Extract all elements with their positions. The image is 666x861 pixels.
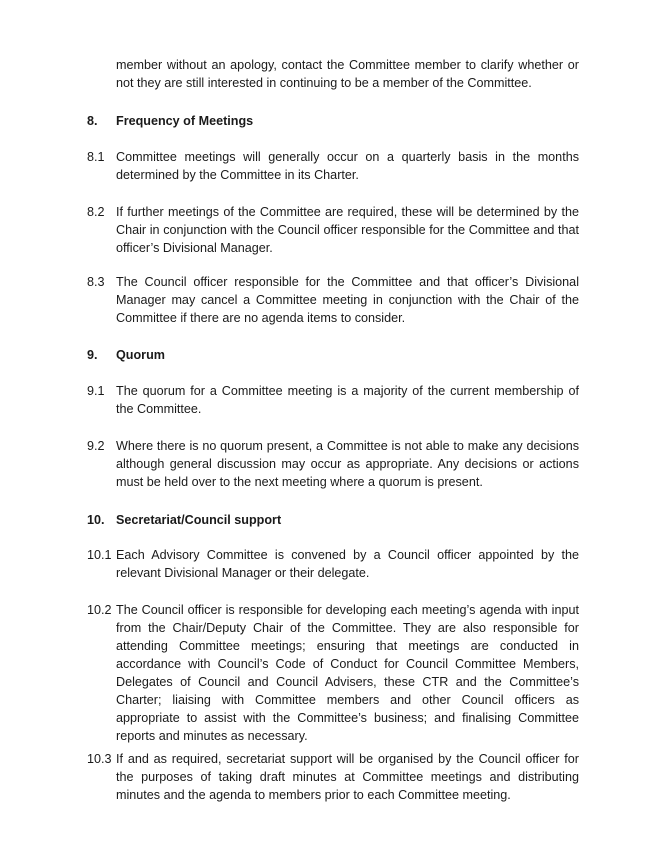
clause-text: The Council officer is responsible for developing each meeting’s agenda with input from the Chair/Deputy Chair of the Committee. They are also responsible for attending Committee meetings; ensuring that meetings are conducted in accordance with Council’s Code of Conduct for Council Committee Members, Delegates of Council and Council Advisers, these CTR and the Committee’s Charter; liaising with Committee members and other Council officers as appropriate to assist with the Committee’s business; and finalising Committee reports and minutes as necessary.	[116, 603, 579, 743]
section-title: Quorum	[116, 348, 165, 362]
clause-text: Committee meetings will generally occur on a quarterly basis in the months determined by the Committee in its Charter.	[116, 150, 579, 182]
clause-number: 10.3	[87, 752, 112, 766]
clause-number: 10.2	[87, 603, 112, 617]
clause-10-2	[87, 601, 579, 745]
clause-8-1	[87, 148, 579, 184]
clause-9-2	[87, 437, 579, 491]
section-heading-10	[87, 511, 281, 529]
clause-8-2	[87, 203, 579, 257]
clause-number: 10.1	[87, 548, 112, 562]
clause-10-1	[87, 546, 579, 582]
section-heading-9	[87, 346, 165, 364]
section-heading-8	[87, 112, 253, 130]
clause-number: 8.2	[87, 205, 105, 219]
clause-number: 9.2	[87, 439, 105, 453]
clause-text: If further meetings of the Committee are required, these will be determined by the Chair in conjunction with the Council officer responsible for the Committee and that officer’s Divisional Manager.	[116, 205, 579, 255]
clause-number: 9.1	[87, 384, 105, 398]
clause-text: Each Advisory Committee is convened by a Council officer appointed by the relevant Divisional Manager or their delegate.	[116, 548, 579, 580]
clause-text: If and as required, secretariat support will be organised by the Council officer for the purposes of taking draft minutes at Committee meetings and distributing minutes and the agenda to members prior to each Committee meeting.	[116, 752, 579, 802]
section-number: 10.	[87, 513, 105, 527]
clause-text: The quorum for a Committee meeting is a majority of the current membership of the Committee.	[116, 384, 579, 416]
clause-text: Where there is no quorum present, a Committee is not able to make any decisions although general discussion may occur as appropriate. Any decisions or actions must be held over to the next meeting where a quorum is present.	[116, 439, 579, 489]
paragraph-text: member without an apology, contact the Committee member to clarify whether or not they are still interested in continuing to be a member of the Committee.	[116, 58, 579, 90]
clause-text: The Council officer responsible for the Committee and that officer’s Divisional Manager may cancel a Committee meeting in conjunction with the Chair of the Committee if there are no agenda items to consider.	[116, 275, 579, 325]
section-title: Secretariat/Council support	[116, 513, 282, 527]
section-number: 8.	[87, 114, 98, 128]
clause-9-1	[87, 382, 579, 418]
section-number: 9.	[87, 348, 98, 362]
clause-number: 8.1	[87, 150, 105, 164]
clause-8-3	[87, 273, 579, 327]
intro-paragraph	[116, 56, 579, 92]
section-title: Frequency of Meetings	[116, 114, 254, 128]
clause-10-3	[87, 750, 579, 804]
clause-number: 8.3	[87, 275, 105, 289]
